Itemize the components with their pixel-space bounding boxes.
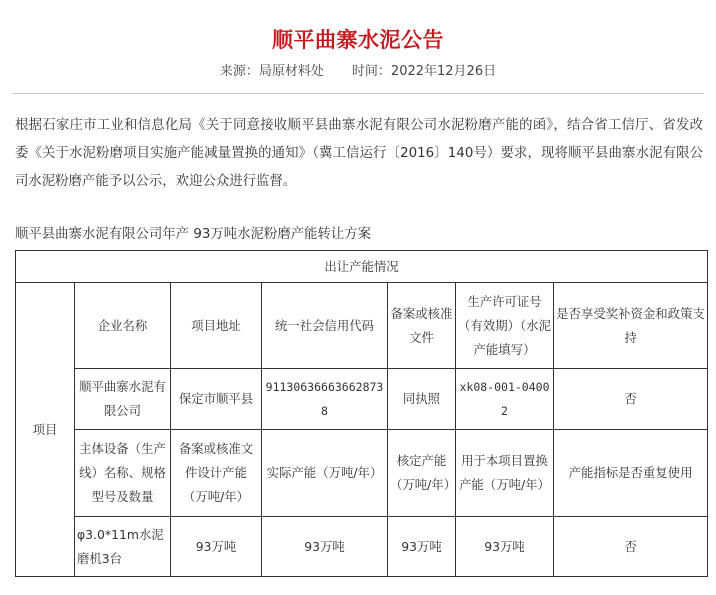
table-row xyxy=(16,517,708,577)
header-cell: 企业名称 xyxy=(75,283,171,369)
header-cell: 主体设备（生产线）名称、规格型号及数量 xyxy=(75,430,171,517)
table-row xyxy=(16,430,708,517)
header-cell: 备案或核准文件 xyxy=(388,283,456,369)
header-cell: 项目地址 xyxy=(171,283,262,369)
table-section-row xyxy=(16,251,708,283)
source-label: 来源：局原材料处 xyxy=(219,64,324,79)
table-row xyxy=(16,283,708,369)
data-cell: 否 xyxy=(554,517,708,577)
header-cell: 统一社会信用代码 xyxy=(262,283,388,369)
time-label: 时间：2022年12月26日 xyxy=(351,64,497,79)
header-cell: 实际产能（万吨/年） xyxy=(262,430,388,517)
data-cell: 顺平曲寨水泥有限公司 xyxy=(75,369,171,430)
section-header-cell: 出让产能情况 xyxy=(16,251,708,283)
table-caption: 顺平县曲寨水泥有限公司年产 93万吨水泥粉磨产能转让方案 xyxy=(15,227,372,242)
data-cell: 93万吨 xyxy=(388,517,456,577)
data-cell: 93万吨 xyxy=(262,517,388,577)
notice-title: 顺平曲寨水泥公告 xyxy=(272,28,444,52)
data-cell: xk08-001-04002 xyxy=(456,369,554,430)
data-cell: 911306366636628738 xyxy=(262,369,388,430)
data-cell: φ3.0*11m水泥磨机3台 xyxy=(75,517,171,577)
notice-paragraph: 根据石家庄市工业和信息化局《关于同意接收顺平县曲寨水泥有限公司水泥粉磨产能的函》，结合省工信厅、省发改委《关于水泥粉磨项目实施产能减量置换的通知》（冀工信运行〔2016〕140号）要求，现将顺平县曲寨水泥有限公司水泥粉磨产能予以公示，欢迎公众进行监督。 xyxy=(15,118,703,189)
header-cell: 产能指标是否重复使用 xyxy=(554,430,708,517)
data-cell: 否 xyxy=(554,369,708,430)
header-cell: 备案或核准文件设计产能（万吨/年） xyxy=(171,430,262,517)
data-cell: 同执照 xyxy=(388,369,456,430)
row-label-cell: 项目 xyxy=(16,283,75,577)
header-cell: 是否享受奖补资金和政策支持 xyxy=(554,283,708,369)
data-cell: 保定市顺平县 xyxy=(171,369,262,430)
table-row xyxy=(16,369,708,430)
data-cell: 93万吨 xyxy=(456,517,554,577)
title-divider xyxy=(12,93,704,94)
header-cell: 生产许可证号（有效期）（水泥产能填写） xyxy=(456,283,554,369)
capacity-transfer-table xyxy=(15,250,708,577)
data-cell: 93万吨 xyxy=(171,517,262,577)
header-cell: 核定产能（万吨/年） xyxy=(388,430,456,517)
notice-meta xyxy=(0,63,716,81)
header-cell: 用于本项目置换产能（万吨/年） xyxy=(456,430,554,517)
